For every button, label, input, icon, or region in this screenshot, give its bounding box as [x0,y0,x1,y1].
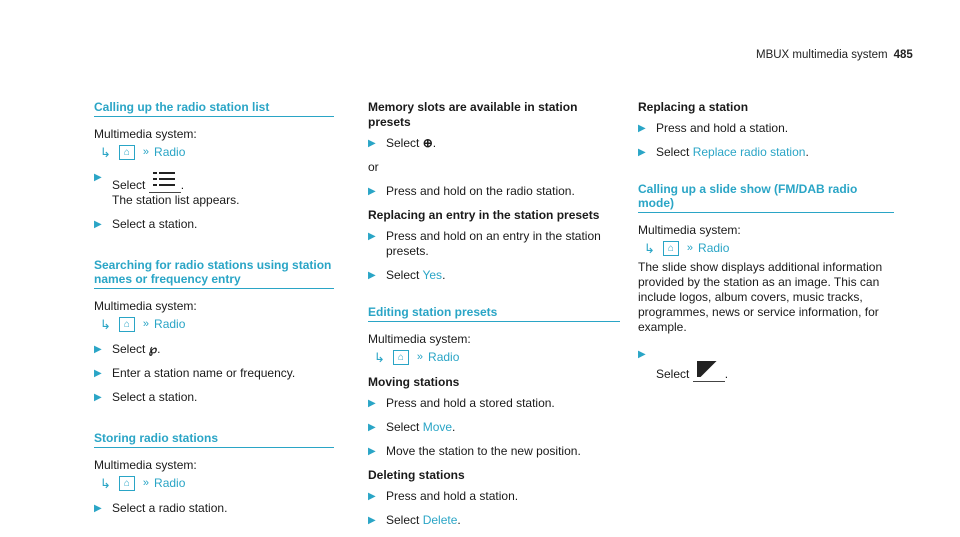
bullet-icon: ▶ [94,392,102,403]
home-icon: ⌂ [119,145,135,160]
add-icon: ⊕ [422,136,433,150]
or-text: or [368,160,379,174]
bullet-icon: ▶ [368,138,376,149]
path-arrow-icon: ↳ [644,241,655,256]
subheading-moving: Moving stations [368,375,460,389]
chevron-icon: » [416,351,421,363]
step-item [368,420,620,435]
step-item [368,229,620,259]
path-label: Multimedia system: [638,223,741,237]
path-label: Multimedia system: [94,127,197,141]
step-punct: . [805,145,809,159]
step-punct: . [157,342,161,356]
path-arrow-icon: ↳ [100,317,111,332]
step-item [638,121,894,136]
bullet-icon: ▶ [638,147,646,158]
path-target-radio: Radio [154,145,186,159]
bullet-icon: ▶ [94,503,102,514]
link-yes[interactable]: Yes [422,268,443,282]
subheading-memory-slots: Memory slots are available in station presets [368,100,578,129]
bullet-icon: ▶ [94,219,102,230]
step-item [94,217,334,232]
column-2 [368,100,620,537]
home-icon: ⌂ [119,476,135,491]
bullet-icon: ▶ [368,231,376,242]
home-icon: ⌂ [393,350,409,365]
bullet-icon: ▶ [94,344,102,355]
path-arrow-icon: ↳ [374,350,385,365]
header-title: MBUX multimedia system [756,49,888,61]
station-list-icon [149,170,181,193]
step-item [368,396,620,411]
menu-path [100,476,334,491]
step-text: Press and hold a station. [386,489,519,503]
menu-path [100,145,334,160]
step-text: Select [386,420,420,434]
section-title-slide-show: Calling up a slide show (FM/DAB radio mode) [638,182,894,213]
step-text: Press and hold on an entry in the station presets. [386,229,601,258]
bullet-icon: ▶ [368,398,376,409]
column-3 [638,100,894,391]
step-text: Select [112,178,146,192]
step-text: Enter a station name or frequency. [112,366,296,380]
step-item [94,342,334,357]
step-text: Press and hold a station. [656,121,789,135]
menu-path [100,317,334,332]
bullet-icon: ▶ [368,491,376,502]
step-text: Move the station to the new position. [386,444,581,458]
step-text: Select a station. [112,390,198,404]
path-arrow-icon: ↳ [100,145,111,160]
section-title-searching: Searching for radio stations using station names or frequency entry [94,258,334,289]
link-replace-radio-station[interactable]: Replace radio station [692,145,806,159]
subheading-replacing-entry: Replacing an entry in the station presets [368,208,600,222]
menu-path [644,241,894,256]
bullet-icon: ▶ [368,515,376,526]
section-title-editing: Editing station presets [368,305,620,322]
step-item [638,347,894,382]
step-text: Select [656,367,690,381]
chevron-icon: » [142,318,147,330]
step-text: Press and hold a stored station. [386,396,555,410]
step-result: The station list appears. [112,193,240,207]
step-item [368,489,620,504]
slide-show-icon [693,359,725,382]
step-item [94,501,334,516]
link-delete[interactable]: Delete [422,513,458,527]
step-text: Press and hold on the radio station. [386,184,575,198]
home-icon: ⌂ [663,241,679,256]
path-target-radio: Radio [698,241,730,255]
step-item [94,170,334,208]
step-punct: . [724,367,729,381]
page-header [756,48,913,63]
bullet-icon: ▶ [94,368,102,379]
step-text: Select [112,342,146,356]
step-item [94,390,334,405]
bullet-icon: ▶ [368,186,376,197]
step-item [94,366,334,381]
search-icon: ℘ [148,342,158,356]
menu-path [374,350,620,365]
bullet-icon: ▶ [638,349,646,360]
path-label: Multimedia system: [94,299,197,313]
chevron-icon: » [686,242,691,254]
step-item [368,184,620,199]
bullet-icon: ▶ [368,422,376,433]
section-title-station-list: Calling up the radio station list [94,100,334,117]
bullet-icon: ▶ [368,270,376,281]
column-1 [94,100,334,525]
chevron-icon: » [142,477,147,489]
home-icon: ⌂ [119,317,135,332]
section-title-storing: Storing radio stations [94,431,334,448]
step-item [638,145,894,160]
path-target-radio: Radio [154,476,186,490]
path-target-radio: Radio [154,317,186,331]
bullet-icon: ▶ [368,446,376,457]
step-punct: . [457,513,461,527]
step-text: Select [656,145,690,159]
slide-show-description: The slide show displays additional information provided by the station as an image. This can include logos, album covers, music tracks, programmes, news or service information, for example. [638,260,883,334]
step-text: Select [386,136,420,150]
path-arrow-icon: ↳ [100,476,111,491]
bullet-icon: ▶ [638,123,646,134]
page-number: 485 [893,49,913,61]
step-item [368,513,620,528]
step-item [368,268,620,283]
subheading-replacing-station: Replacing a station [638,100,749,114]
bullet-icon: ▶ [94,172,102,183]
path-label: Multimedia system: [368,332,471,346]
step-punct: . [452,420,456,434]
path-target-radio: Radio [428,350,460,364]
step-text: Select [386,513,420,527]
step-text: Select a station. [112,217,198,231]
step-item [368,136,620,151]
chevron-icon: » [142,146,147,158]
step-item [368,444,620,459]
step-punct: . [432,136,437,150]
step-punct: . [442,268,446,282]
step-text: Select a radio station. [112,501,228,515]
step-punct: . [180,178,185,192]
subheading-deleting: Deleting stations [368,468,465,482]
path-label: Multimedia system: [94,458,197,472]
link-move[interactable]: Move [422,420,453,434]
step-text: Select [386,268,420,282]
